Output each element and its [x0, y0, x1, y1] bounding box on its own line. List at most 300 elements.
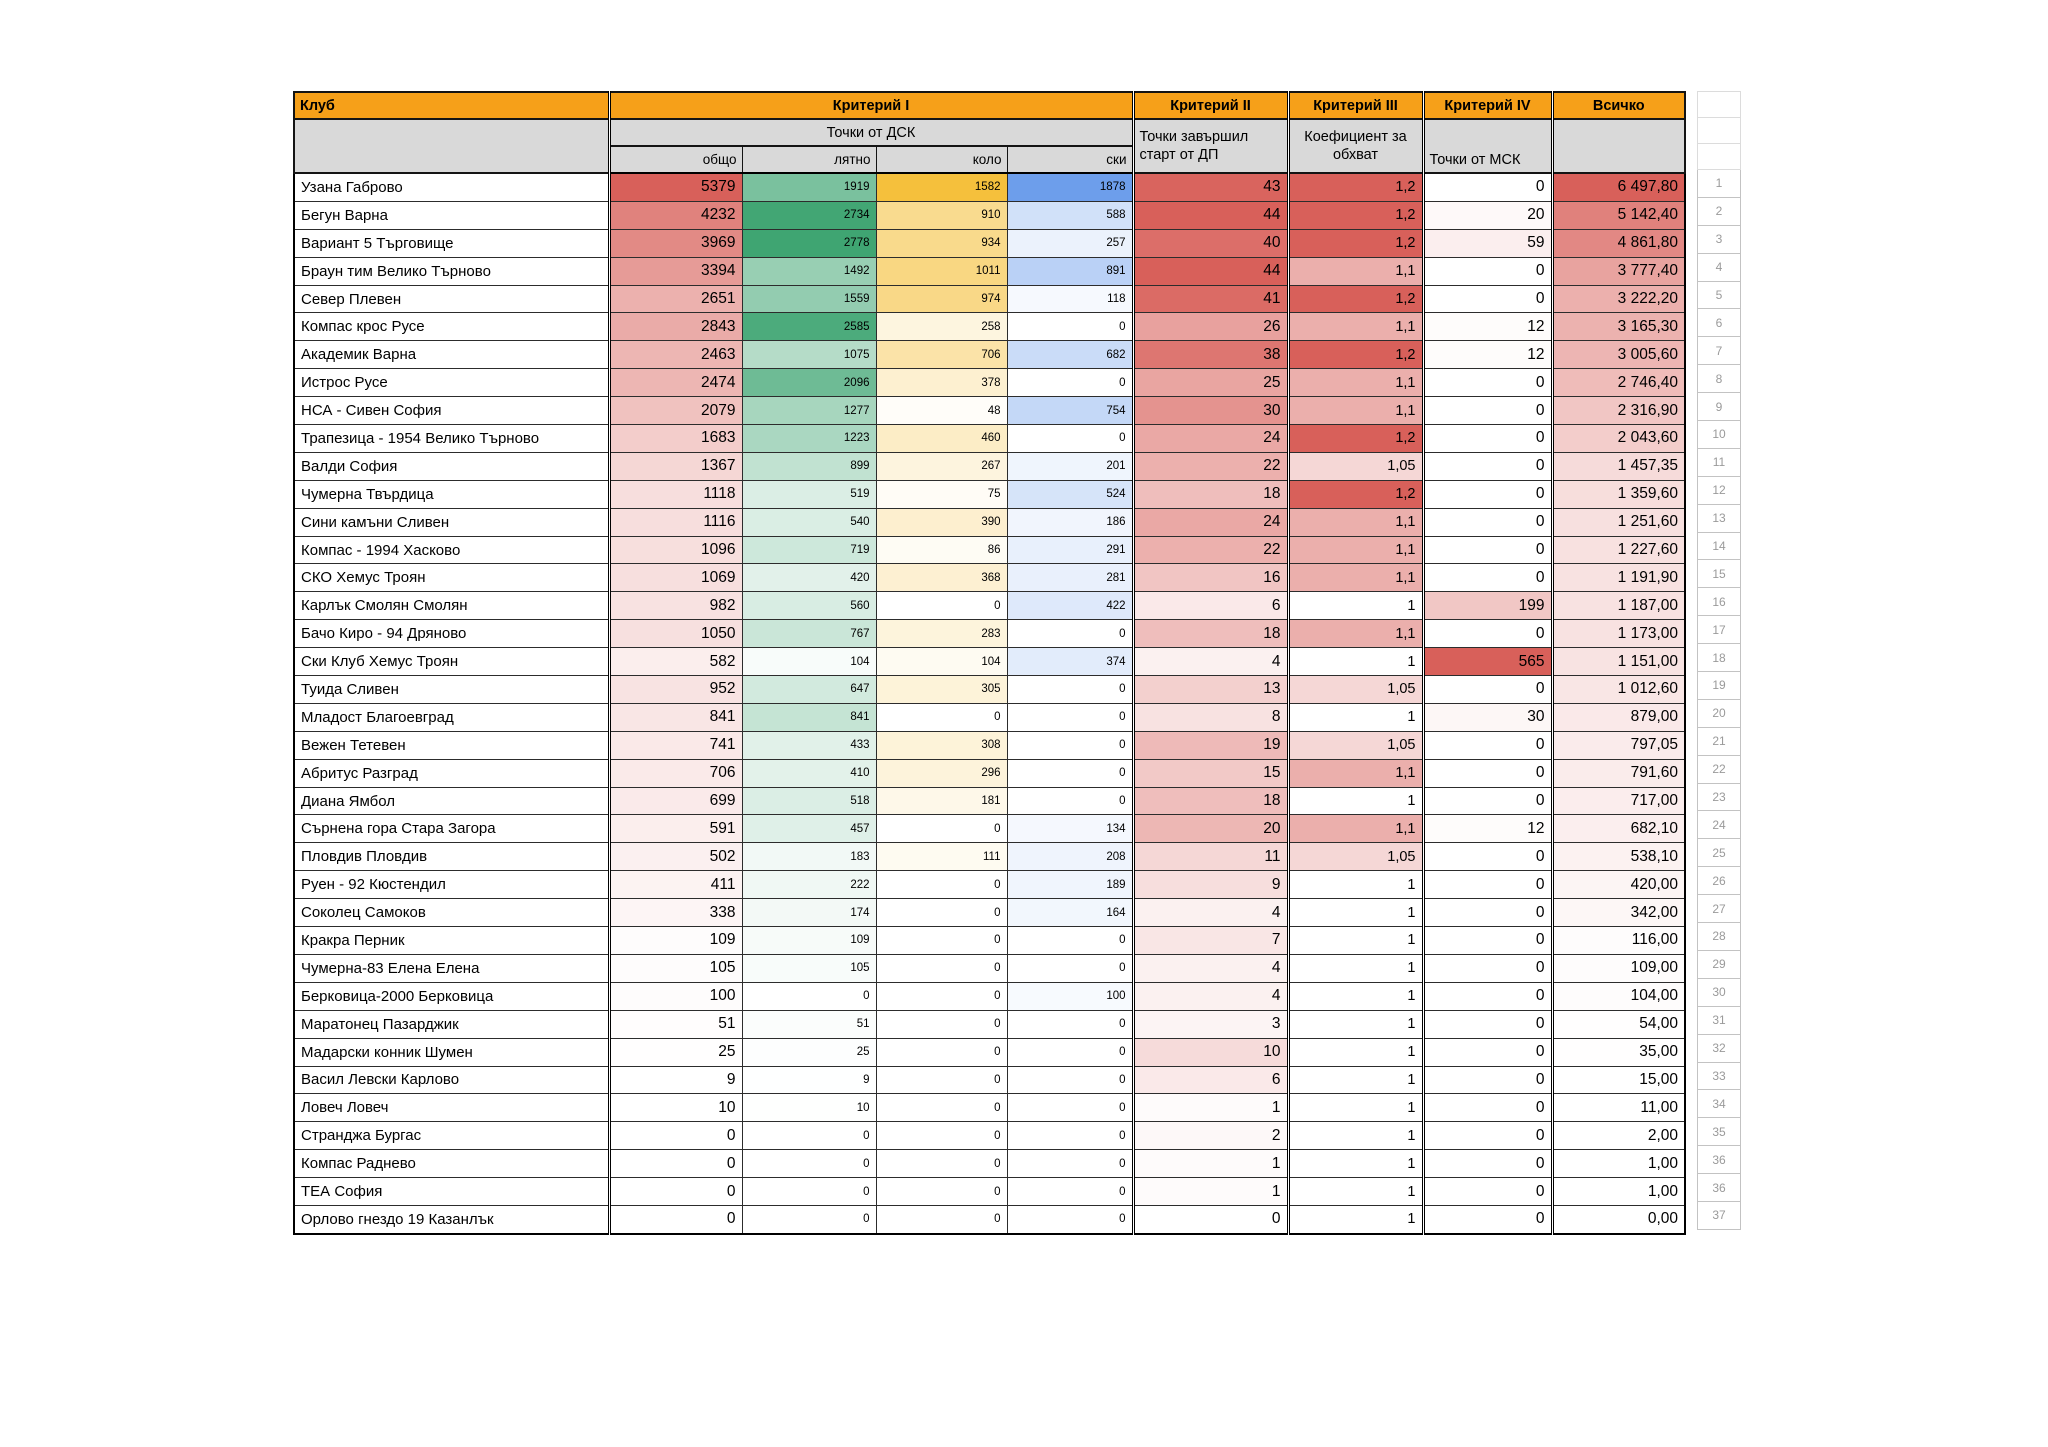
header-criterion-4-sub[interactable]: Точки от МСК: [1423, 119, 1552, 173]
cell-ski[interactable]: 0: [1007, 1094, 1133, 1122]
cell-criterion-3[interactable]: 1: [1288, 954, 1423, 982]
cell-criterion-2[interactable]: 4: [1133, 899, 1288, 927]
header-criterion-3[interactable]: Критерий III: [1288, 92, 1423, 119]
cell-total[interactable]: 3 777,40: [1552, 257, 1685, 285]
header-criterion-1[interactable]: Критерий I: [609, 92, 1133, 119]
cell-obshto[interactable]: 100: [609, 982, 742, 1010]
cell-kolo[interactable]: 267: [876, 452, 1007, 480]
cell-club[interactable]: Компас - 1994 Хасково: [294, 536, 609, 564]
cell-obshto[interactable]: 1069: [609, 564, 742, 592]
cell-total[interactable]: 791,60: [1552, 759, 1685, 787]
cell-ski[interactable]: 0: [1007, 313, 1133, 341]
cell-obshto[interactable]: 3969: [609, 229, 742, 257]
row-number[interactable]: 27: [1698, 895, 1741, 923]
cell-ski[interactable]: 291: [1007, 536, 1133, 564]
row-number[interactable]: 1: [1698, 170, 1741, 198]
cell-kolo[interactable]: 0: [876, 982, 1007, 1010]
row-number[interactable]: 28: [1698, 923, 1741, 951]
cell-ski[interactable]: 0: [1007, 1066, 1133, 1094]
cell-club[interactable]: Ловеч Ловеч: [294, 1094, 609, 1122]
cell-kolo[interactable]: 0: [876, 927, 1007, 955]
cell-kolo[interactable]: 258: [876, 313, 1007, 341]
cell-lyatno[interactable]: 104: [742, 648, 876, 676]
cell-club[interactable]: Кракра Перник: [294, 927, 609, 955]
cell-lyatno[interactable]: 560: [742, 592, 876, 620]
cell-criterion-4[interactable]: 0: [1423, 480, 1552, 508]
cell-ski[interactable]: 0: [1007, 927, 1133, 955]
cell-obshto[interactable]: 1367: [609, 452, 742, 480]
row-number[interactable]: 23: [1698, 783, 1741, 811]
cell-criterion-3[interactable]: 1: [1288, 1066, 1423, 1094]
cell-club[interactable]: Абритус Разград: [294, 759, 609, 787]
cell-criterion-4[interactable]: 0: [1423, 425, 1552, 453]
cell-total[interactable]: 1,00: [1552, 1150, 1685, 1178]
cell-lyatno[interactable]: 540: [742, 508, 876, 536]
cell-lyatno[interactable]: 10: [742, 1094, 876, 1122]
cell-ski[interactable]: 0: [1007, 787, 1133, 815]
row-number[interactable]: 29: [1698, 950, 1741, 978]
cell-kolo[interactable]: 0: [876, 815, 1007, 843]
cell-total[interactable]: 116,00: [1552, 927, 1685, 955]
cell-club[interactable]: Мадарски конник Шумен: [294, 1038, 609, 1066]
cell-criterion-2[interactable]: 4: [1133, 982, 1288, 1010]
cell-criterion-4[interactable]: 0: [1423, 1122, 1552, 1150]
cell-ski[interactable]: 281: [1007, 564, 1133, 592]
cell-total[interactable]: 2 316,90: [1552, 397, 1685, 425]
cell-criterion-4[interactable]: 0: [1423, 731, 1552, 759]
cell-total[interactable]: 1 251,60: [1552, 508, 1685, 536]
cell-lyatno[interactable]: 767: [742, 620, 876, 648]
cell-criterion-4[interactable]: 0: [1423, 1066, 1552, 1094]
cell-lyatno[interactable]: 2096: [742, 369, 876, 397]
cell-kolo[interactable]: 0: [876, 1010, 1007, 1038]
cell-lyatno[interactable]: 9: [742, 1066, 876, 1094]
cell-kolo[interactable]: 910: [876, 201, 1007, 229]
cell-total[interactable]: 0,00: [1552, 1205, 1685, 1233]
cell-lyatno[interactable]: 841: [742, 703, 876, 731]
cell-total[interactable]: 4 861,80: [1552, 229, 1685, 257]
cell-lyatno[interactable]: 1919: [742, 173, 876, 201]
cell-kolo[interactable]: 0: [876, 1178, 1007, 1206]
cell-obshto[interactable]: 10: [609, 1094, 742, 1122]
row-number[interactable]: 37: [1698, 1201, 1741, 1229]
cell-criterion-2[interactable]: 7: [1133, 927, 1288, 955]
cell-club[interactable]: Компас крос Русе: [294, 313, 609, 341]
cell-lyatno[interactable]: 51: [742, 1010, 876, 1038]
cell-ski[interactable]: 257: [1007, 229, 1133, 257]
header-criterion-4[interactable]: Критерий IV: [1423, 92, 1552, 119]
cell-criterion-2[interactable]: 22: [1133, 452, 1288, 480]
cell-obshto[interactable]: 699: [609, 787, 742, 815]
cell-criterion-3[interactable]: 1,2: [1288, 341, 1423, 369]
cell-criterion-4[interactable]: 565: [1423, 648, 1552, 676]
cell-lyatno[interactable]: 2778: [742, 229, 876, 257]
cell-obshto[interactable]: 109: [609, 927, 742, 955]
cell-total[interactable]: 1 012,60: [1552, 676, 1685, 704]
cell-lyatno[interactable]: 1559: [742, 285, 876, 313]
cell-ski[interactable]: 1878: [1007, 173, 1133, 201]
cell-club[interactable]: Ски Клуб Хемус Троян: [294, 648, 609, 676]
cell-criterion-4[interactable]: 0: [1423, 843, 1552, 871]
cell-ski[interactable]: 682: [1007, 341, 1133, 369]
cell-ski[interactable]: 164: [1007, 899, 1133, 927]
cell-club[interactable]: Туида Сливен: [294, 676, 609, 704]
cell-total[interactable]: 109,00: [1552, 954, 1685, 982]
cell-ski[interactable]: 201: [1007, 452, 1133, 480]
cell-criterion-2[interactable]: 19: [1133, 731, 1288, 759]
cell-obshto[interactable]: 982: [609, 592, 742, 620]
cell-total[interactable]: 1 359,60: [1552, 480, 1685, 508]
cell-criterion-2[interactable]: 44: [1133, 257, 1288, 285]
cell-obshto[interactable]: 1096: [609, 536, 742, 564]
cell-obshto[interactable]: 25: [609, 1038, 742, 1066]
cell-kolo[interactable]: 48: [876, 397, 1007, 425]
cell-criterion-4[interactable]: 0: [1423, 1094, 1552, 1122]
cell-criterion-4[interactable]: 12: [1423, 815, 1552, 843]
cell-criterion-2[interactable]: 10: [1133, 1038, 1288, 1066]
cell-club[interactable]: Диана Ямбол: [294, 787, 609, 815]
cell-lyatno[interactable]: 0: [742, 982, 876, 1010]
cell-criterion-2[interactable]: 22: [1133, 536, 1288, 564]
cell-criterion-3[interactable]: 1: [1288, 1038, 1423, 1066]
cell-kolo[interactable]: 0: [876, 592, 1007, 620]
row-number[interactable]: 9: [1698, 393, 1741, 421]
row-number[interactable]: 16: [1698, 588, 1741, 616]
cell-obshto[interactable]: 2474: [609, 369, 742, 397]
cell-criterion-3[interactable]: 1,1: [1288, 815, 1423, 843]
header-sub-ski[interactable]: ски: [1007, 146, 1133, 173]
cell-criterion-3[interactable]: 1: [1288, 982, 1423, 1010]
cell-club[interactable]: Васил Левски Карлово: [294, 1066, 609, 1094]
row-number[interactable]: 4: [1698, 253, 1741, 281]
cell-criterion-3[interactable]: 1,2: [1288, 480, 1423, 508]
cell-criterion-2[interactable]: 2: [1133, 1122, 1288, 1150]
cell-obshto[interactable]: 105: [609, 954, 742, 982]
cell-criterion-3[interactable]: 1,1: [1288, 759, 1423, 787]
cell-obshto[interactable]: 952: [609, 676, 742, 704]
cell-criterion-3[interactable]: 1: [1288, 703, 1423, 731]
cell-obshto[interactable]: 841: [609, 703, 742, 731]
row-number[interactable]: 22: [1698, 755, 1741, 783]
cell-club[interactable]: Север Плевен: [294, 285, 609, 313]
cell-criterion-4[interactable]: 12: [1423, 313, 1552, 341]
cell-criterion-3[interactable]: 1: [1288, 899, 1423, 927]
cell-obshto[interactable]: 338: [609, 899, 742, 927]
cell-club[interactable]: НСА - Сивен София: [294, 397, 609, 425]
cell-criterion-4[interactable]: 0: [1423, 369, 1552, 397]
cell-lyatno[interactable]: 1492: [742, 257, 876, 285]
cell-total[interactable]: 420,00: [1552, 871, 1685, 899]
cell-criterion-2[interactable]: 25: [1133, 369, 1288, 397]
cell-kolo[interactable]: 86: [876, 536, 1007, 564]
cell-criterion-2[interactable]: 20: [1133, 815, 1288, 843]
cell-lyatno[interactable]: 1277: [742, 397, 876, 425]
cell-criterion-3[interactable]: 1,1: [1288, 620, 1423, 648]
cell-criterion-3[interactable]: 1,2: [1288, 201, 1423, 229]
cell-criterion-2[interactable]: 6: [1133, 592, 1288, 620]
cell-criterion-2[interactable]: 8: [1133, 703, 1288, 731]
header-dsk-points[interactable]: Точки от ДСК: [609, 119, 1133, 146]
cell-criterion-4[interactable]: 0: [1423, 564, 1552, 592]
cell-ski[interactable]: 0: [1007, 1010, 1133, 1038]
cell-kolo[interactable]: 0: [876, 954, 1007, 982]
header-criterion-2-sub[interactable]: Точки завършил старт от ДП: [1133, 119, 1288, 173]
cell-total[interactable]: 2 746,40: [1552, 369, 1685, 397]
cell-lyatno[interactable]: 0: [742, 1150, 876, 1178]
cell-criterion-4[interactable]: 0: [1423, 536, 1552, 564]
cell-total[interactable]: 1 173,00: [1552, 620, 1685, 648]
cell-total[interactable]: 6 497,80: [1552, 173, 1685, 201]
cell-obshto[interactable]: 3394: [609, 257, 742, 285]
cell-obshto[interactable]: 582: [609, 648, 742, 676]
cell-criterion-3[interactable]: 1,2: [1288, 285, 1423, 313]
cell-criterion-3[interactable]: 1,1: [1288, 508, 1423, 536]
cell-lyatno[interactable]: 719: [742, 536, 876, 564]
cell-ski[interactable]: 0: [1007, 954, 1133, 982]
cell-criterion-3[interactable]: 1: [1288, 1010, 1423, 1038]
cell-lyatno[interactable]: 457: [742, 815, 876, 843]
cell-obshto[interactable]: 0: [609, 1205, 742, 1233]
cell-criterion-2[interactable]: 18: [1133, 787, 1288, 815]
cell-ski[interactable]: 0: [1007, 369, 1133, 397]
cell-criterion-3[interactable]: 1,2: [1288, 229, 1423, 257]
cell-criterion-2[interactable]: 16: [1133, 564, 1288, 592]
cell-criterion-3[interactable]: 1: [1288, 871, 1423, 899]
cell-lyatno[interactable]: 0: [742, 1122, 876, 1150]
cell-kolo[interactable]: 368: [876, 564, 1007, 592]
cell-lyatno[interactable]: 433: [742, 731, 876, 759]
cell-club[interactable]: Браун тим Велико Търново: [294, 257, 609, 285]
cell-criterion-3[interactable]: 1,05: [1288, 843, 1423, 871]
header-total[interactable]: Всичко: [1552, 92, 1685, 119]
cell-kolo[interactable]: 0: [876, 1150, 1007, 1178]
cell-criterion-4[interactable]: 0: [1423, 1150, 1552, 1178]
cell-lyatno[interactable]: 420: [742, 564, 876, 592]
cell-ski[interactable]: 186: [1007, 508, 1133, 536]
row-number[interactable]: 25: [1698, 839, 1741, 867]
cell-total[interactable]: 342,00: [1552, 899, 1685, 927]
cell-club[interactable]: Берковица-2000 Берковица: [294, 982, 609, 1010]
cell-club[interactable]: Странджа Бургас: [294, 1122, 609, 1150]
cell-kolo[interactable]: 706: [876, 341, 1007, 369]
row-number[interactable]: 36: [1698, 1146, 1741, 1174]
cell-ski[interactable]: 588: [1007, 201, 1133, 229]
cell-kolo[interactable]: 0: [876, 1205, 1007, 1233]
cell-total[interactable]: 3 165,30: [1552, 313, 1685, 341]
cell-kolo[interactable]: 1582: [876, 173, 1007, 201]
row-number[interactable]: 12: [1698, 476, 1741, 504]
cell-criterion-3[interactable]: 1,1: [1288, 564, 1423, 592]
cell-ski[interactable]: 0: [1007, 731, 1133, 759]
row-number[interactable]: 13: [1698, 504, 1741, 532]
cell-obshto[interactable]: 411: [609, 871, 742, 899]
cell-total[interactable]: 538,10: [1552, 843, 1685, 871]
row-number[interactable]: 33: [1698, 1062, 1741, 1090]
cell-criterion-2[interactable]: 18: [1133, 620, 1288, 648]
cell-kolo[interactable]: 308: [876, 731, 1007, 759]
cell-total[interactable]: 879,00: [1552, 703, 1685, 731]
cell-criterion-4[interactable]: 0: [1423, 285, 1552, 313]
cell-ski[interactable]: 208: [1007, 843, 1133, 871]
cell-obshto[interactable]: 591: [609, 815, 742, 843]
row-number[interactable]: 11: [1698, 448, 1741, 476]
cell-lyatno[interactable]: 222: [742, 871, 876, 899]
row-number[interactable]: 15: [1698, 560, 1741, 588]
cell-criterion-3[interactable]: 1,1: [1288, 257, 1423, 285]
header-criterion-3-sub[interactable]: Коефициент за обхват: [1288, 119, 1423, 173]
cell-criterion-4[interactable]: 0: [1423, 871, 1552, 899]
header-club-spacer[interactable]: [294, 119, 609, 173]
cell-criterion-4[interactable]: 12: [1423, 341, 1552, 369]
cell-criterion-3[interactable]: 1: [1288, 592, 1423, 620]
cell-criterion-2[interactable]: 11: [1133, 843, 1288, 871]
cell-obshto[interactable]: 5379: [609, 173, 742, 201]
cell-club[interactable]: Академик Варна: [294, 341, 609, 369]
cell-ski[interactable]: 0: [1007, 1205, 1133, 1233]
cell-club[interactable]: Истрос Русе: [294, 369, 609, 397]
row-number[interactable]: 31: [1698, 1006, 1741, 1034]
cell-club[interactable]: Чумерна-83 Елена Елена: [294, 954, 609, 982]
cell-criterion-2[interactable]: 30: [1133, 397, 1288, 425]
cell-criterion-3[interactable]: 1,2: [1288, 173, 1423, 201]
cell-total[interactable]: 717,00: [1552, 787, 1685, 815]
cell-ski[interactable]: 100: [1007, 982, 1133, 1010]
cell-ski[interactable]: 524: [1007, 480, 1133, 508]
cell-kolo[interactable]: 0: [876, 899, 1007, 927]
cell-criterion-2[interactable]: 6: [1133, 1066, 1288, 1094]
cell-criterion-2[interactable]: 38: [1133, 341, 1288, 369]
cell-criterion-4[interactable]: 59: [1423, 229, 1552, 257]
cell-obshto[interactable]: 706: [609, 759, 742, 787]
cell-criterion-2[interactable]: 9: [1133, 871, 1288, 899]
cell-lyatno[interactable]: 0: [742, 1178, 876, 1206]
cell-total[interactable]: 1 457,35: [1552, 452, 1685, 480]
row-number[interactable]: 6: [1698, 309, 1741, 337]
cell-criterion-3[interactable]: 1: [1288, 927, 1423, 955]
cell-obshto[interactable]: 9: [609, 1066, 742, 1094]
cell-club[interactable]: Руен - 92 Кюстендил: [294, 871, 609, 899]
cell-criterion-2[interactable]: 15: [1133, 759, 1288, 787]
cell-lyatno[interactable]: 519: [742, 480, 876, 508]
cell-kolo[interactable]: 75: [876, 480, 1007, 508]
cell-criterion-2[interactable]: 4: [1133, 954, 1288, 982]
cell-criterion-4[interactable]: 0: [1423, 397, 1552, 425]
row-number[interactable]: 34: [1698, 1090, 1741, 1118]
row-number[interactable]: 18: [1698, 644, 1741, 672]
row-number[interactable]: 17: [1698, 616, 1741, 644]
cell-club[interactable]: Валди София: [294, 452, 609, 480]
cell-criterion-4[interactable]: 0: [1423, 257, 1552, 285]
cell-club[interactable]: Бегун Варна: [294, 201, 609, 229]
cell-total[interactable]: 1 191,90: [1552, 564, 1685, 592]
cell-kolo[interactable]: 1011: [876, 257, 1007, 285]
cell-criterion-4[interactable]: 0: [1423, 508, 1552, 536]
cell-obshto[interactable]: 2843: [609, 313, 742, 341]
cell-ski[interactable]: 754: [1007, 397, 1133, 425]
cell-obshto[interactable]: 51: [609, 1010, 742, 1038]
cell-lyatno[interactable]: 2734: [742, 201, 876, 229]
cell-criterion-4[interactable]: 0: [1423, 1178, 1552, 1206]
cell-kolo[interactable]: 0: [876, 1094, 1007, 1122]
row-number[interactable]: 7: [1698, 337, 1741, 365]
cell-criterion-2[interactable]: 40: [1133, 229, 1288, 257]
cell-obshto[interactable]: 502: [609, 843, 742, 871]
header-sub-obshto[interactable]: общо: [609, 146, 742, 173]
cell-criterion-3[interactable]: 1: [1288, 1150, 1423, 1178]
cell-ski[interactable]: 422: [1007, 592, 1133, 620]
cell-club[interactable]: Компас Раднево: [294, 1150, 609, 1178]
cell-criterion-2[interactable]: 18: [1133, 480, 1288, 508]
row-number[interactable]: 24: [1698, 811, 1741, 839]
row-number[interactable]: 21: [1698, 727, 1741, 755]
cell-obshto[interactable]: 2463: [609, 341, 742, 369]
cell-criterion-4[interactable]: 0: [1423, 1205, 1552, 1233]
cell-criterion-2[interactable]: 26: [1133, 313, 1288, 341]
cell-lyatno[interactable]: 1223: [742, 425, 876, 453]
cell-obshto[interactable]: 2651: [609, 285, 742, 313]
cell-ski[interactable]: 134: [1007, 815, 1133, 843]
cell-kolo[interactable]: 934: [876, 229, 1007, 257]
cell-obshto[interactable]: 0: [609, 1150, 742, 1178]
cell-kolo[interactable]: 181: [876, 787, 1007, 815]
cell-kolo[interactable]: 390: [876, 508, 1007, 536]
cell-lyatno[interactable]: 0: [742, 1205, 876, 1233]
cell-kolo[interactable]: 305: [876, 676, 1007, 704]
cell-criterion-2[interactable]: 24: [1133, 425, 1288, 453]
cell-club[interactable]: Маратонец Пазарджик: [294, 1010, 609, 1038]
cell-kolo[interactable]: 974: [876, 285, 1007, 313]
cell-criterion-4[interactable]: 0: [1423, 620, 1552, 648]
cell-lyatno[interactable]: 174: [742, 899, 876, 927]
cell-total[interactable]: 35,00: [1552, 1038, 1685, 1066]
cell-total[interactable]: 2,00: [1552, 1122, 1685, 1150]
cell-obshto[interactable]: 1116: [609, 508, 742, 536]
cell-criterion-3[interactable]: 1: [1288, 648, 1423, 676]
cell-total[interactable]: 54,00: [1552, 1010, 1685, 1038]
cell-total[interactable]: 797,05: [1552, 731, 1685, 759]
cell-criterion-4[interactable]: 0: [1423, 676, 1552, 704]
cell-criterion-3[interactable]: 1: [1288, 1178, 1423, 1206]
cell-lyatno[interactable]: 105: [742, 954, 876, 982]
row-number[interactable]: 32: [1698, 1034, 1741, 1062]
header-sub-lyatno[interactable]: лятно: [742, 146, 876, 173]
cell-obshto[interactable]: 1683: [609, 425, 742, 453]
cell-club[interactable]: Младост Благоевград: [294, 703, 609, 731]
row-number[interactable]: 35: [1698, 1118, 1741, 1146]
cell-ski[interactable]: 0: [1007, 1122, 1133, 1150]
cell-club[interactable]: Трапезица - 1954 Велико Търново: [294, 425, 609, 453]
cell-total[interactable]: 1 187,00: [1552, 592, 1685, 620]
cell-criterion-4[interactable]: 0: [1423, 787, 1552, 815]
cell-lyatno[interactable]: 410: [742, 759, 876, 787]
cell-criterion-4[interactable]: 0: [1423, 927, 1552, 955]
cell-ski[interactable]: 0: [1007, 620, 1133, 648]
cell-criterion-2[interactable]: 3: [1133, 1010, 1288, 1038]
cell-criterion-3[interactable]: 1: [1288, 787, 1423, 815]
cell-criterion-3[interactable]: 1,2: [1288, 425, 1423, 453]
cell-ski[interactable]: 0: [1007, 1150, 1133, 1178]
cell-criterion-4[interactable]: 0: [1423, 452, 1552, 480]
cell-lyatno[interactable]: 899: [742, 452, 876, 480]
cell-ski[interactable]: 118: [1007, 285, 1133, 313]
row-number[interactable]: 10: [1698, 421, 1741, 449]
cell-ski[interactable]: 0: [1007, 1178, 1133, 1206]
row-number[interactable]: 26: [1698, 867, 1741, 895]
cell-club[interactable]: ТЕА София: [294, 1178, 609, 1206]
cell-obshto[interactable]: 1118: [609, 480, 742, 508]
cell-criterion-3[interactable]: 1: [1288, 1205, 1423, 1233]
cell-club[interactable]: Орлово гнездо 19 Казанлък: [294, 1205, 609, 1233]
